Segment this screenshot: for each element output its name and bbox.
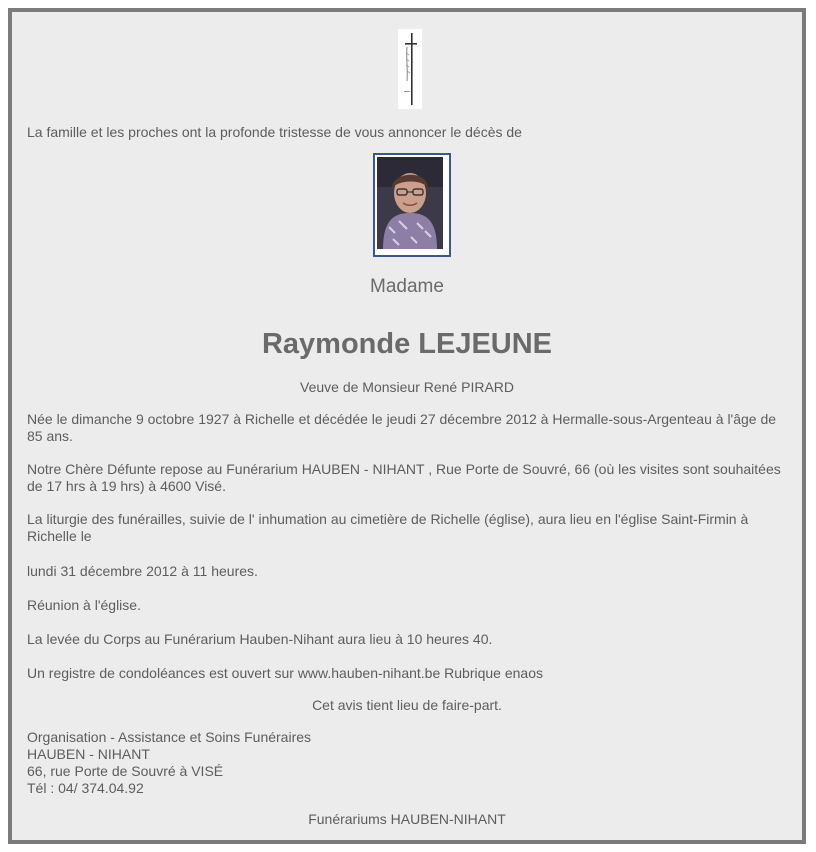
birth-death-text: Née le dimanche 9 octobre 1927 à Richelle et décédée le jeudi 27 décembre 2012 à Hermalle-sous-Argenteau à l'âge de 85 ans.: [27, 411, 777, 444]
footer-text: Funérariums HAUBEN-NIHANT: [308, 811, 506, 827]
title-text: Madame: [370, 276, 444, 297]
organisation-phone: Tél : 04/ 374.04.92: [27, 780, 144, 796]
intro-text: La famille et les proches ont la profonde tristesse de vous annoncer le décès de: [27, 124, 522, 140]
cross-icon: [398, 29, 422, 109]
widow-text: Veuve de Monsieur René PIRARD: [300, 379, 514, 395]
organisation-line: Organisation - Assistance et Soins Funéraires: [27, 729, 312, 745]
liturgy-text: La liturgie des funérailles, suivie de l' inhumation au cimetière de Richelle (église), aura lieu en l'église Saint-Firmin à Richelle le: [27, 511, 749, 544]
ceremony-date-text: lundi 31 décembre 2012 à 11 heures.: [27, 563, 258, 579]
portrait-photo: [373, 153, 451, 257]
deceased-name: Raymonde LEJEUNE: [261, 328, 553, 360]
levee-text: La levée du Corps au Funérarium Hauben-Nihant aura lieu à 10 heures 40.: [27, 631, 493, 647]
organisation-name: HAUBEN - NIHANT: [27, 746, 150, 762]
organisation-block: [27, 729, 789, 797]
obituary-frame: [8, 8, 806, 844]
organisation-address: 66, rue Porte de Souvré à VISÉ: [27, 763, 224, 779]
resting-place-text: Notre Chère Défunte repose au Funérarium HAUBEN - NIHANT , Rue Porte de Souvré, 66 (où les visites sont souhaitées de 17 hrs à 19 hrs) à 4600 Visé.: [27, 461, 781, 494]
reunion-text: Réunion à l'église.: [27, 597, 141, 613]
faire-part-text: Cet avis tient lieu de faire-part.: [312, 697, 502, 713]
condolence-register-text: Un registre de condoléances est ouvert sur www.hauben-nihant.be Rubrique enaos: [27, 665, 543, 681]
